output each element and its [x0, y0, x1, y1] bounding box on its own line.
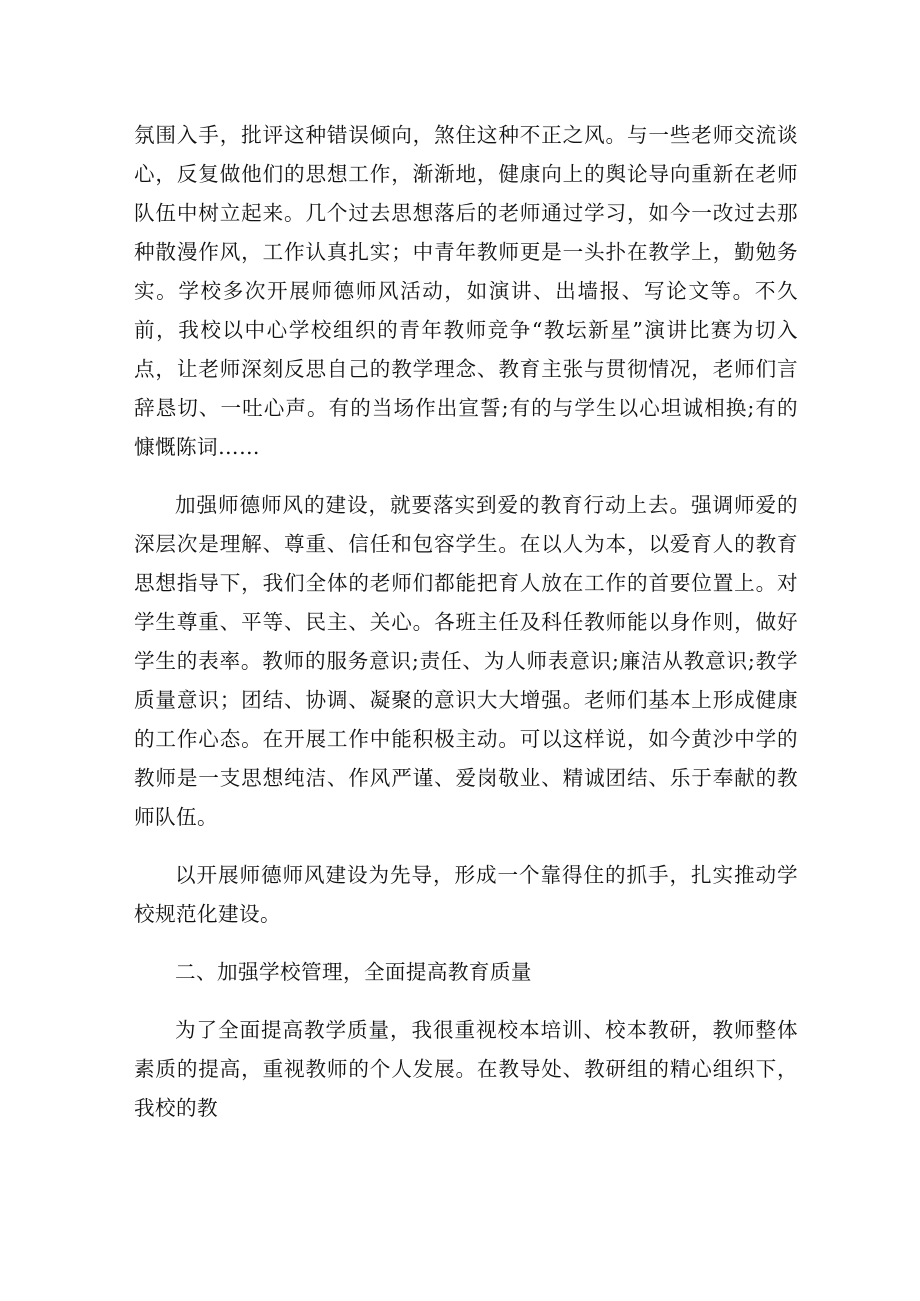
paragraph-love-education: 加强师德师风的建设，就要落实到爱的教育行动上去。强调师爱的深层次是理解、尊重、信任和包容学生。在以人为本，以爱育人的教育思想指导下，我们全体的老师们都能把育人放在工作的首要位置上。对学生尊重、平等、民主、关心。各班主任及科任教师能以身作则，做好学生的表率。教师的服务意识;责任、为人师表意识;廉洁从教意识;教学质量意识；团结、协调、凝聚的意识大大增强。老师们基本上形成健康的工作心态。在开展工作中能积极主动。可以这样说，如今黄沙中学的教师是一支思想纯洁、作风严谨、爱岗敬业、精诚团结、乐于奉献的教师队伍。 [134, 493, 798, 829]
paragraph-standardization: 以开展师德师风建设为先导，形成一个靠得住的抓手，扎实推动学校规范化建设。 [134, 863, 798, 926]
section-heading-school-management: 二、加强学校管理，全面提高教育质量 [175, 960, 532, 984]
paragraph-teaching-quality: 为了全面提高教学质量，我很重视校本培训、校本教研，教师整体素质的提高，重视教师的个人发展。在教导处、教研组的精心组织下，我校的教 [134, 1018, 798, 1120]
document-body [134, 116, 798, 1147]
paragraph-continuation: 氛围入手，批评这种错误倾向，煞住这种不正之风。与一些老师交流谈心，反复做他们的思想工作，渐渐地，健康向上的舆论导向重新在老师队伍中树立起来。几个过去思想落后的老师通过学习，如今一改过去那种散漫作风，工作认真扎实；中青年教师更是一头扑在教学上，勤勉务实。学校多次开展师德师风活动，如演讲、出墙报、写论文等。不久前，我校以中心学校组织的青年教师竞争“教坛新星”演讲比赛为切入点，让老师深刻反思自己的教学理念、教育主张与贯彻情况，老师们言辞恳切、一吐心声。有的当场作出宣誓;有的与学生以心坦诚相换;有的慷慨陈词…… [134, 123, 798, 459]
